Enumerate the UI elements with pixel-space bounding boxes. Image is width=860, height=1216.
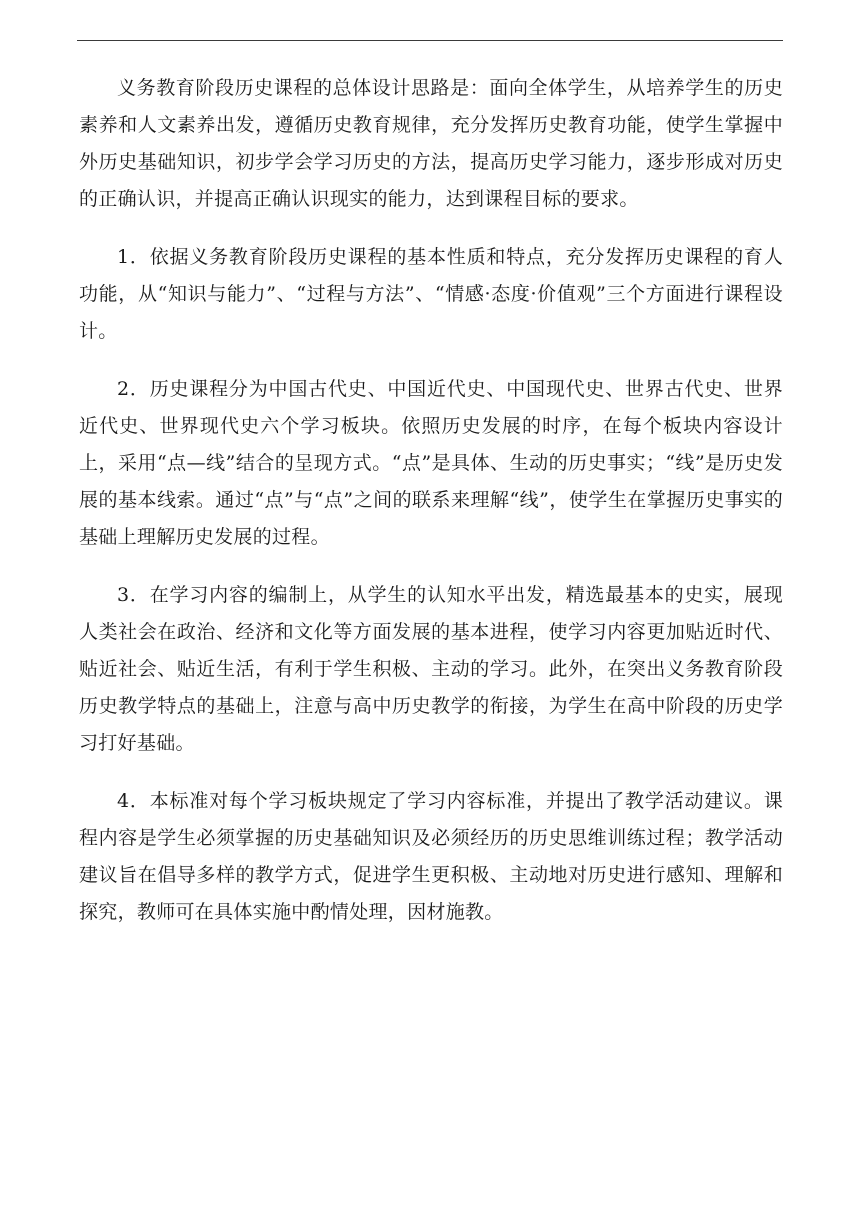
point-3-paragraph: 3．在学习内容的编制上，从学生的认知水平出发，精选最基本的史实，展现人类社会在政治、经济和文化等方面发展的基本进程，使学习内容更加贴近时代、贴近社会、贴近生活，有利于学生积极、主动的学习。此外，在突出义务教育阶段历史教学特点的基础上，注意与高中历史教学的衔接，为学生在高中阶段的历史学习打好基础。 (79, 584, 783, 754)
point-4-paragraph: 4．本标准对每个学习板块规定了学习内容标准，并提出了教学活动建议。课程内容是学生必须掌握的历史基础知识及必须经历的历史思维训练过程；教学活动建议旨在倡导多样的教学方式，促进学生更积极、主动地对历史进行感知、理解和探究，教师可在具体实施中酌情处理，因材施教。 (79, 790, 783, 923)
document-body (79, 70, 783, 952)
point-2-paragraph: 2．历史课程分为中国古代史、中国近代史、中国现代史、世界古代史、世界近代史、世界现代史六个学习板块。依照历史发展的时序，在每个板块内容设计上，采用“点—线”结合的呈现方式。“点”是具体、生动的历史事实；“线”是历史发展的基本线索。通过“点”与“点”之间的联系来理解“线”，使学生在掌握历史事实的基础上理解历史发展的过程。 (79, 378, 783, 548)
point-1-paragraph: 1．依据义务教育阶段历史课程的基本性质和特点，充分发挥历史课程的育人功能，从“知识与能力”、“过程与方法”、“情感·态度·价值观”三个方面进行课程设计。 (79, 246, 783, 342)
intro-paragraph: 义务教育阶段历史课程的总体设计思路是：面向全体学生，从培养学生的历史素养和人文素养出发，遵循历史教育规律，充分发挥历史教育功能，使学生掌握中外历史基础知识，初步学会学习历史的方法，提高历史学习能力，逐步形成对历史的正确认识，并提高正确认识现实的能力，达到课程目标的要求。 (79, 77, 783, 210)
header-divider (77, 40, 783, 41)
